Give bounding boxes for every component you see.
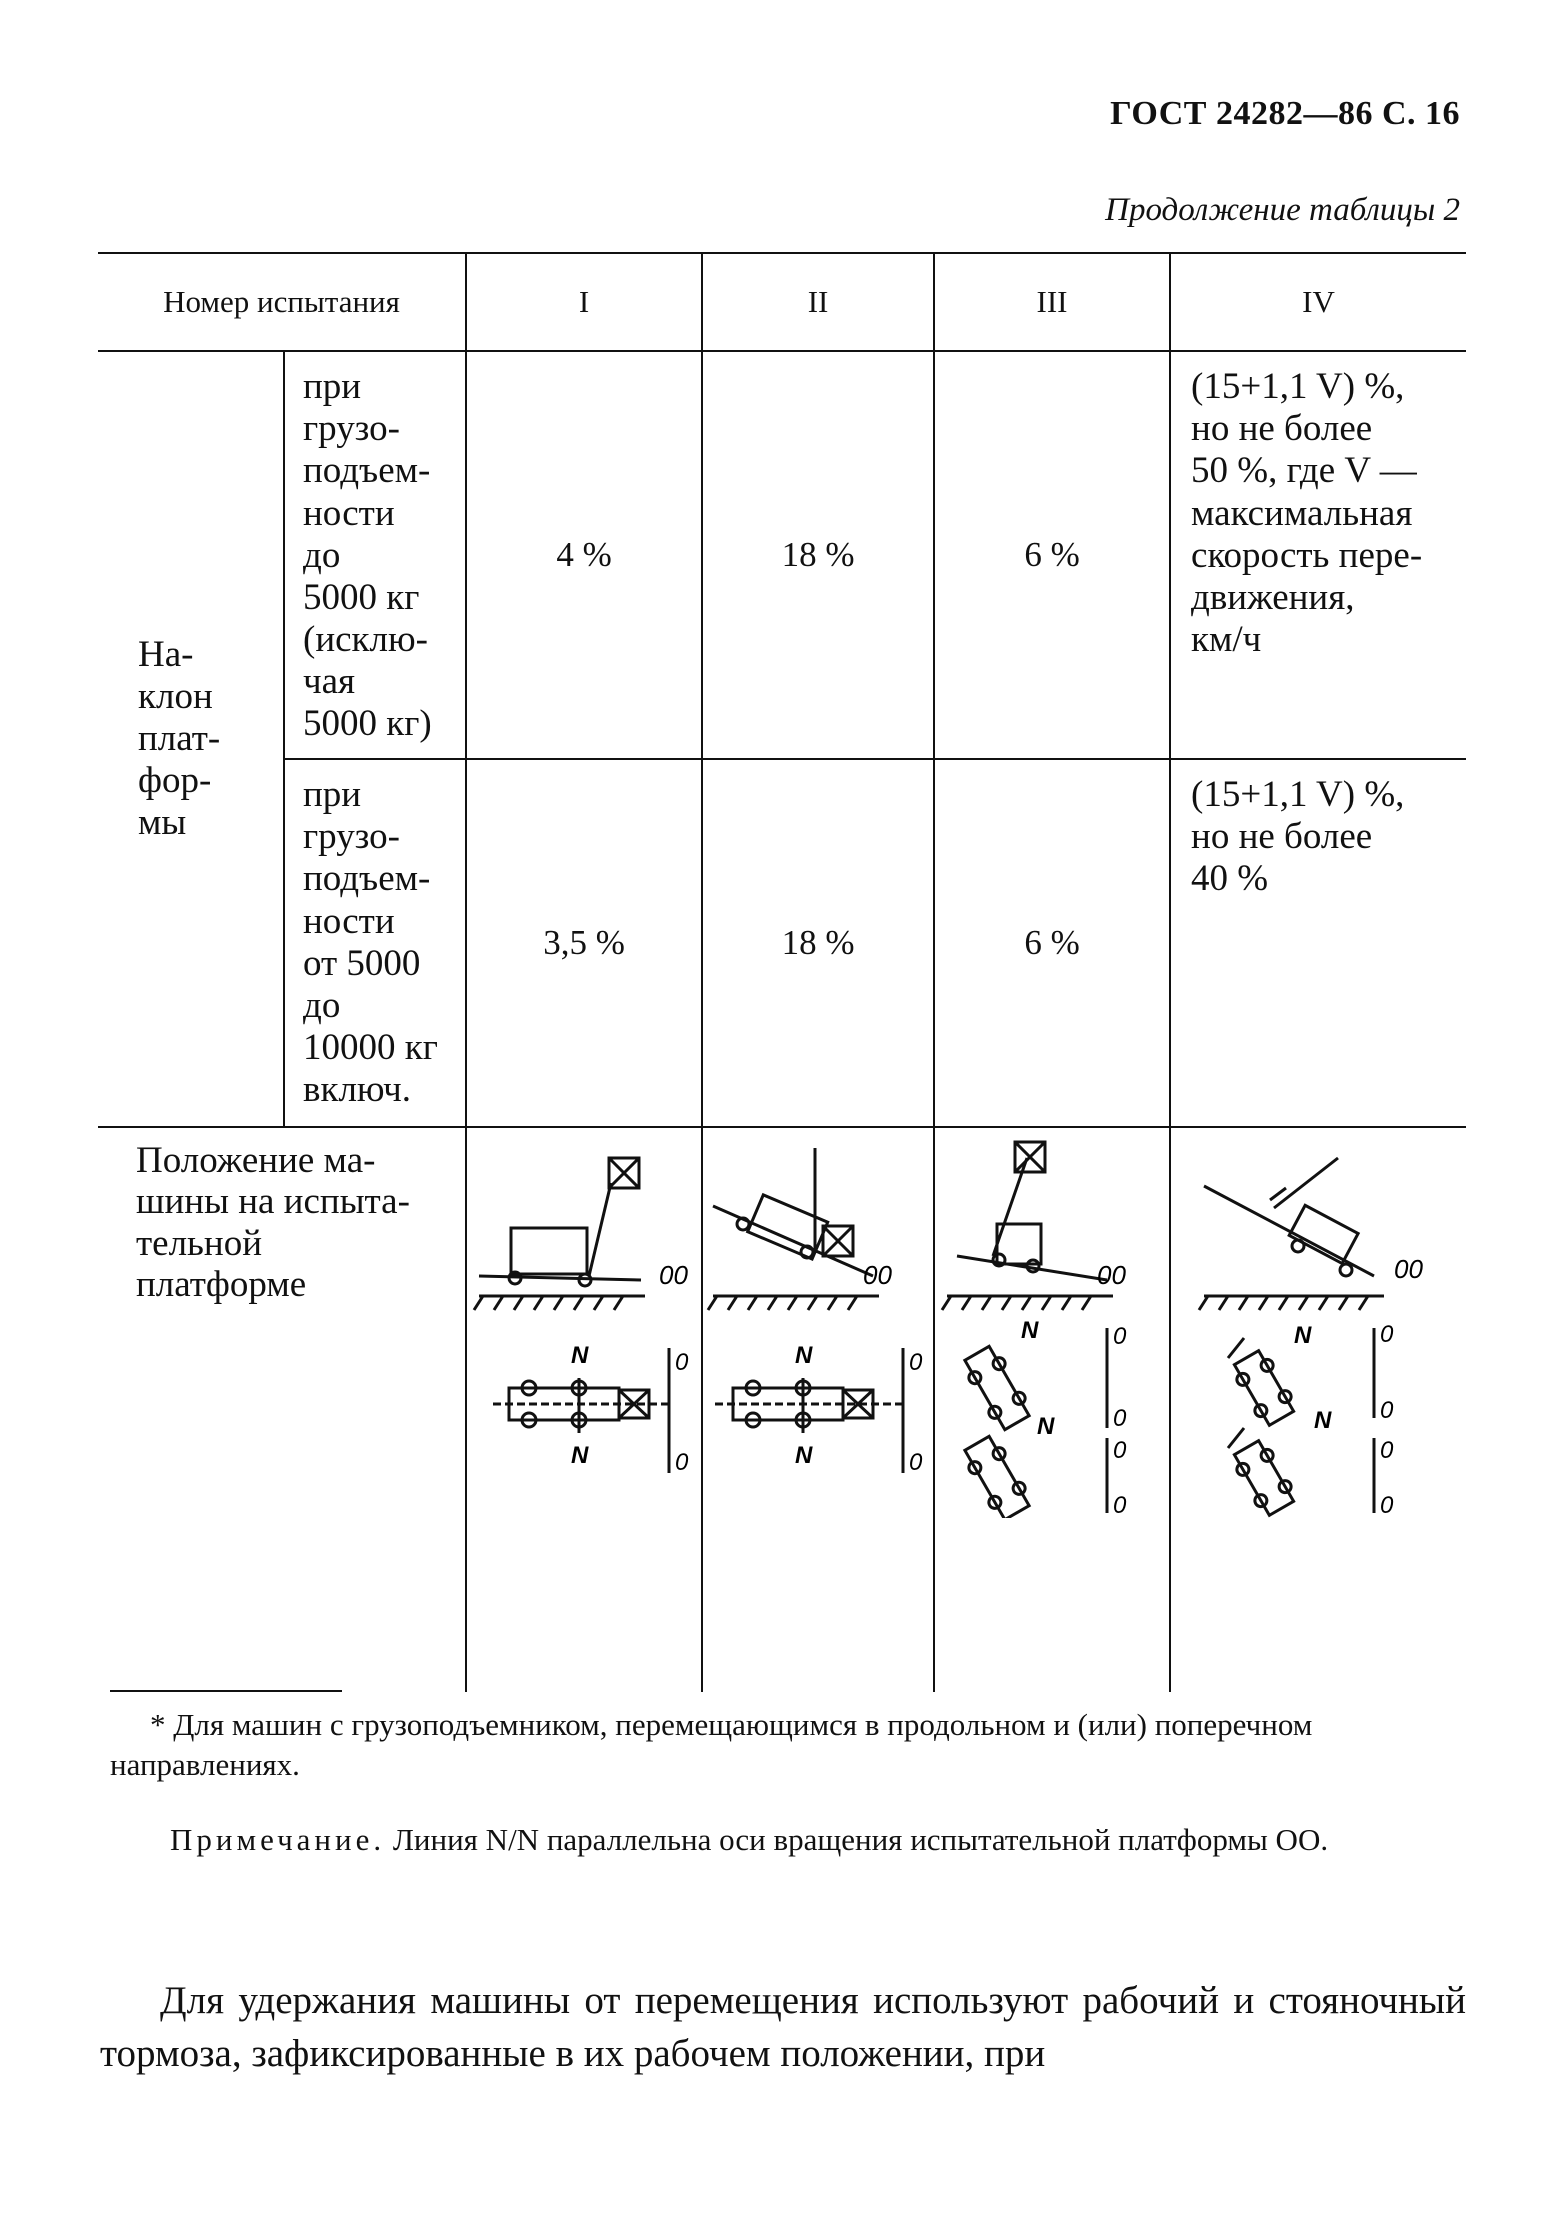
axis-label: 0 <box>1113 1437 1127 1464</box>
footnote: * Для машин с грузоподъемником, перемещающимся в продольном и (или) поперечном направлениях. <box>110 1707 1313 1783</box>
body-paragraph: Для удержания машины от перемещения используют рабочий и стояночный тормоза, зафиксированные в их рабочем положении, при <box>100 1979 1466 2075</box>
diagram-cell <box>1170 1127 1466 1692</box>
value-cell: 6 % <box>934 351 1170 759</box>
formula-cell: (15+1,1 V) %, но не более 50 %, где V — максимальная скорость пере- движения, км/ч <box>1170 351 1466 759</box>
page-header: ГОСТ 24282—86 С. 16 <box>1110 95 1460 132</box>
value-cell: 4 % <box>466 351 702 759</box>
value-cell: 3,5 % <box>466 759 702 1127</box>
axis-label: 00 <box>863 1260 892 1290</box>
line-label: N <box>1293 1322 1311 1349</box>
axis-label: 0 <box>1379 1397 1393 1424</box>
platform-diagram-2 <box>703 1128 933 1518</box>
position-label: Положение ма- шины на испыта- тельной платформе <box>98 1127 466 1692</box>
note-text: Линия N/N параллельна оси вращения испытательной платформы OO. <box>392 1822 1329 1857</box>
table-row <box>98 1127 1466 1692</box>
diagram-cell <box>934 1127 1170 1692</box>
header-col-1: I <box>466 253 702 351</box>
platform-diagram-3 <box>937 1128 1167 1518</box>
header-col-3: III <box>934 253 1170 351</box>
line-label: N <box>571 1342 589 1369</box>
axis-label: 0 <box>675 1449 689 1476</box>
axis-label: 0 <box>1379 1492 1393 1518</box>
axis-label: 0 <box>1113 1492 1127 1518</box>
note <box>110 1820 1466 1860</box>
line-label: N <box>795 1442 813 1469</box>
axis-label: 0 <box>1379 1437 1393 1464</box>
table-continuation-caption: Продолжение таблицы 2 <box>1105 192 1460 228</box>
axis-label: 0 <box>1113 1405 1127 1432</box>
axis-label: 00 <box>1393 1254 1423 1284</box>
line-label: N <box>1037 1413 1055 1440</box>
footnote-divider <box>110 1690 342 1692</box>
table-row <box>98 351 1466 759</box>
condition-cell: при грузо- подъем- ности до 5000 кг (исклю- чая 5000 кг) <box>284 351 466 759</box>
value-cell: 6 % <box>934 759 1170 1127</box>
axis-label: 0 <box>909 1349 923 1376</box>
axis-label: 00 <box>1097 1260 1126 1290</box>
axis-label: 0 <box>1113 1323 1127 1350</box>
axis-label: 0 <box>1379 1321 1393 1348</box>
line-label: N <box>795 1342 813 1369</box>
test-table <box>98 252 1466 1692</box>
axis-label: 0 <box>675 1349 689 1376</box>
value-cell: 18 % <box>702 351 934 759</box>
axis-label: 00 <box>659 1260 688 1290</box>
diagram-cell <box>702 1127 934 1692</box>
tilt-label: На- клон плат- фор- мы <box>98 351 284 1127</box>
formula-cell: (15+1,1 V) %, но не более 40 % <box>1170 759 1466 1127</box>
line-label: N <box>571 1442 589 1469</box>
platform-diagram-1 <box>469 1128 699 1518</box>
note-title: Примечание. <box>170 1822 386 1857</box>
header-col-4: IV <box>1170 253 1466 351</box>
header-test-number: Номер испытания <box>98 253 466 351</box>
line-label: N <box>1313 1407 1331 1434</box>
value-cell: 18 % <box>702 759 934 1127</box>
condition-cell: при грузо- подъем- ности от 5000 до 10000 кг включ. <box>284 759 466 1127</box>
platform-diagram-4 <box>1174 1128 1464 1518</box>
table-header-row <box>98 253 1466 351</box>
table-row <box>98 759 1466 1127</box>
axis-label: 0 <box>909 1449 923 1476</box>
line-label: N <box>1021 1317 1039 1344</box>
diagram-cell <box>466 1127 702 1692</box>
header-col-2: II <box>702 253 934 351</box>
